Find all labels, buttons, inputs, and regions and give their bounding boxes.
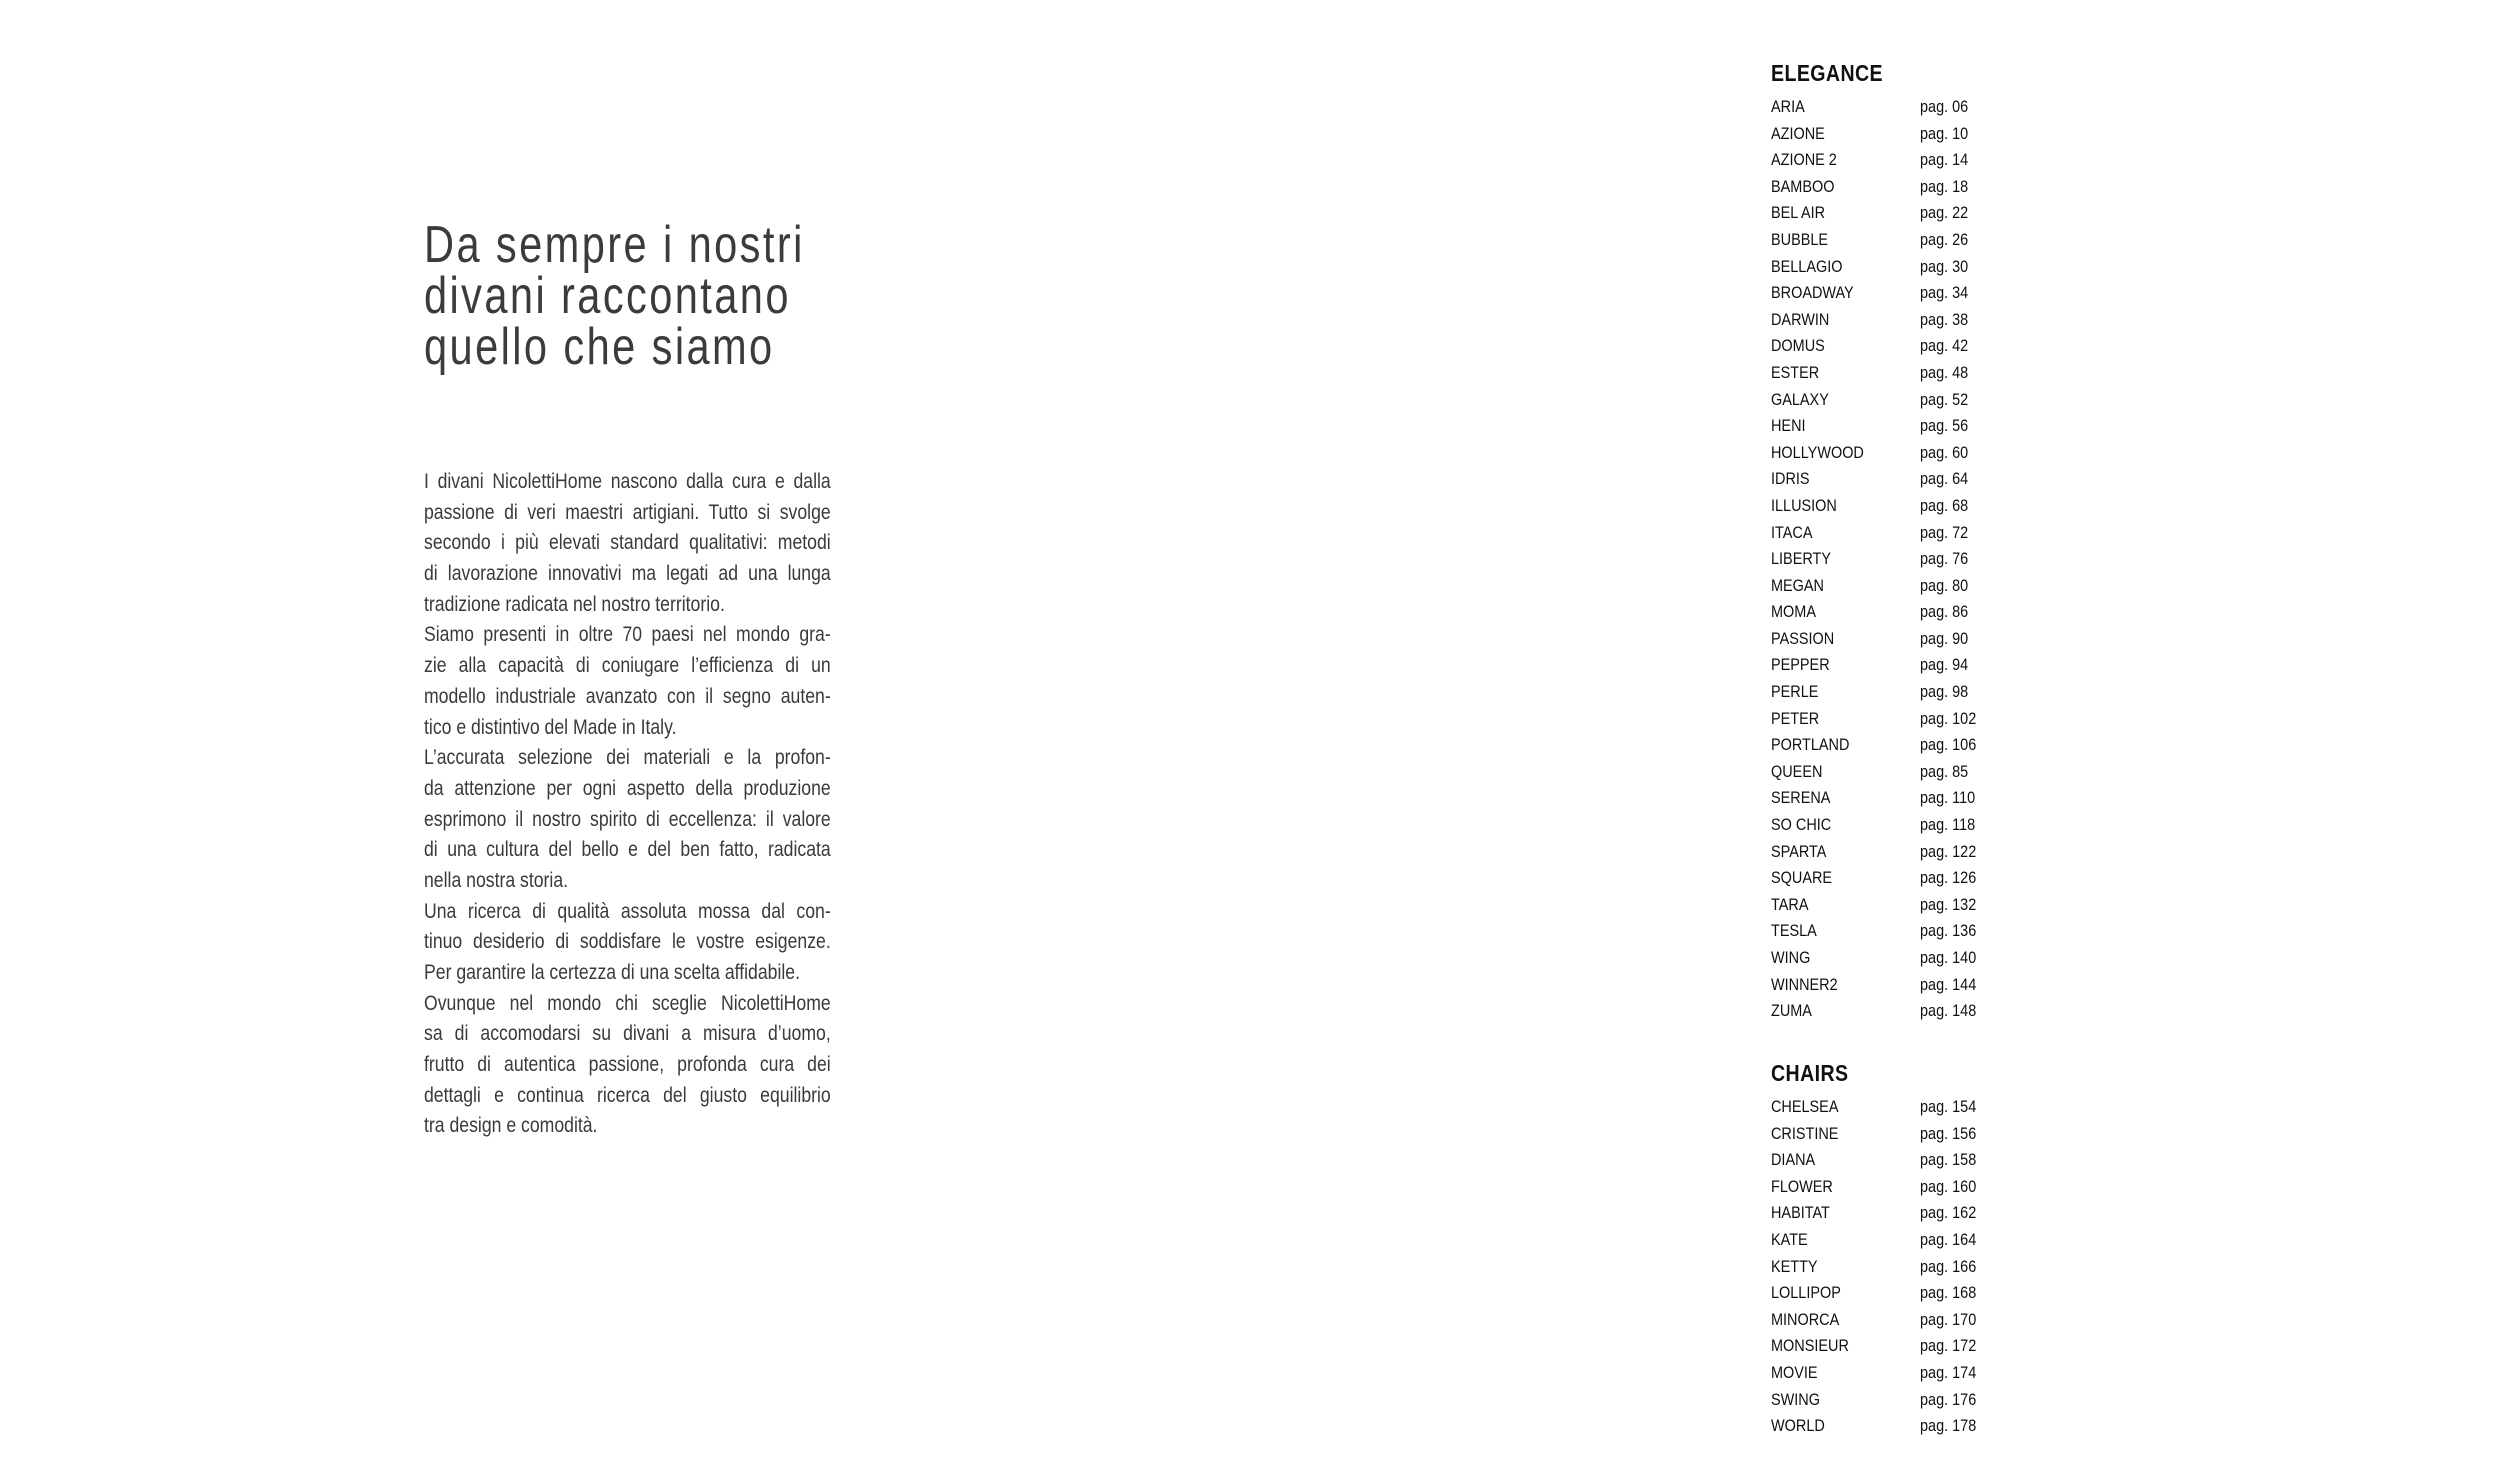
- index-entry: [1771, 333, 1969, 360]
- text-line: frutto di autentica passione, profonda cura dei: [424, 1052, 831, 1077]
- text-line: Ovunque nel mondo chi sceglie NicolettiHome: [424, 990, 831, 1015]
- index-entry: [1771, 413, 1969, 440]
- entry-name: MOVIE: [1771, 1362, 1818, 1382]
- index-entry: [1771, 1387, 1977, 1414]
- index-entry: [1771, 307, 1969, 334]
- entry-page: pag. 76: [1920, 549, 1969, 569]
- entry-page: pag. 72: [1920, 522, 1969, 542]
- entry-page: pag. 34: [1920, 283, 1969, 303]
- index-entry: [1771, 440, 1969, 467]
- index-entry: [1771, 1147, 1977, 1174]
- entry-page: pag. 85: [1920, 761, 1969, 781]
- entry-name: ITACA: [1771, 522, 1813, 542]
- text-line: di una cultura del bello e del ben fatto, radicata: [424, 837, 831, 862]
- entry-page: pag. 48: [1920, 362, 1969, 382]
- entry-name: DARWIN: [1771, 309, 1830, 329]
- entry-page: pag. 98: [1920, 682, 1969, 702]
- text-line: nella nostra storia.: [424, 867, 569, 892]
- index-entry: [1771, 1307, 1977, 1334]
- entry-name: HOLLYWOOD: [1771, 442, 1864, 462]
- index-entry: [1771, 865, 1977, 892]
- entry-name: BELLAGIO: [1771, 256, 1843, 276]
- entry-page: pag. 140: [1920, 948, 1977, 967]
- entry-page: pag. 52: [1920, 389, 1969, 409]
- entry-page: pag. 94: [1920, 655, 1969, 675]
- entry-page: pag. 60: [1920, 442, 1969, 462]
- text-line: L’accurata selezione dei materiali e la profon-: [424, 745, 831, 770]
- entry-name: WING: [1771, 948, 1811, 967]
- page-title: [424, 216, 805, 376]
- entry-name: ILLUSION: [1771, 495, 1837, 515]
- index-entry: [1771, 573, 1969, 600]
- entry-page: pag. 30: [1920, 256, 1969, 276]
- entry-name: HABITAT: [1771, 1203, 1830, 1223]
- index-entry: [1771, 839, 1977, 866]
- entry-name: DIANA: [1771, 1150, 1816, 1170]
- entry-page: pag. 56: [1920, 416, 1969, 436]
- entry-name: KATE: [1771, 1229, 1808, 1249]
- entry-name: WINNER2: [1771, 974, 1838, 994]
- index-entry: [1771, 1200, 1977, 1227]
- index-entry: [1771, 387, 1969, 414]
- entry-name: TESLA: [1771, 921, 1817, 941]
- entry-name: ZUMA: [1771, 1001, 1812, 1021]
- entry-page: pag. 106: [1920, 735, 1977, 755]
- entry-name: BUBBLE: [1771, 229, 1829, 249]
- index-entry: [1771, 918, 1977, 945]
- text-line: dettagli e continua ricerca del giusto equilibrio: [424, 1082, 831, 1107]
- entry-name: AZIONE 2: [1771, 150, 1837, 170]
- index-entry: [1771, 360, 1969, 387]
- entry-name: PORTLAND: [1771, 735, 1850, 755]
- index-entry: [1771, 520, 1969, 547]
- entry-page: pag. 18: [1920, 176, 1969, 196]
- index-entry: [1771, 466, 1969, 493]
- index-entry: [1771, 679, 1969, 706]
- index-section-elegance: [1771, 60, 1977, 1025]
- text-line: tradizione radicata nel nostro territorio.: [424, 591, 725, 616]
- entry-name: IDRIS: [1771, 469, 1810, 489]
- entry-page: pag. 136: [1920, 921, 1977, 941]
- index-section-chairs: [1771, 1060, 1977, 1440]
- intro-text: [424, 466, 831, 1141]
- entry-page: pag. 162: [1920, 1203, 1977, 1223]
- section-heading: ELEGANCE: [1771, 60, 1884, 86]
- text-line: esprimono il nostro spirito di eccellenza: il valore: [424, 806, 831, 831]
- entry-page: pag. 164: [1920, 1229, 1977, 1249]
- title-line: Da sempre i nostri: [424, 216, 805, 274]
- entry-page: pag. 118: [1920, 815, 1976, 835]
- entry-name: SQUARE: [1771, 868, 1833, 888]
- entry-name: FLOWER: [1771, 1176, 1833, 1196]
- index-entry: [1771, 546, 1969, 573]
- entry-page: pag. 06: [1920, 97, 1969, 116]
- entry-page: pag. 68: [1920, 495, 1969, 515]
- index-entry: [1771, 626, 1969, 653]
- entry-name: HENI: [1771, 416, 1806, 436]
- text-line: di lavorazione innovativi ma legati ad una lunga: [424, 561, 831, 586]
- entry-name: ESTER: [1771, 362, 1820, 382]
- entry-name: MONSIEUR: [1771, 1336, 1849, 1356]
- index-entry: [1771, 174, 1969, 201]
- title-line: divani raccontano: [424, 267, 791, 325]
- entry-name: GALAXY: [1771, 389, 1829, 409]
- entry-page: pag. 10: [1920, 123, 1969, 143]
- text-line: tinuo desiderio di soddisfare le vostre esigenze.: [424, 929, 831, 954]
- entry-page: pag. 126: [1920, 868, 1977, 888]
- index-entry: [1771, 998, 1977, 1025]
- entry-name: BEL AIR: [1771, 203, 1826, 223]
- index-entry: [1771, 759, 1969, 786]
- entry-page: pag. 148: [1920, 1001, 1977, 1021]
- entry-name: MINORCA: [1771, 1309, 1840, 1329]
- index-entry: [1771, 892, 1977, 919]
- text-line: Una ricerca di qualità assoluta mossa dal con-: [424, 898, 831, 923]
- index-entry: [1771, 785, 1976, 812]
- entry-page: pag. 168: [1920, 1283, 1977, 1303]
- entry-page: pag. 64: [1920, 469, 1969, 489]
- section-heading: CHAIRS: [1771, 1060, 1849, 1086]
- entry-name: BROADWAY: [1771, 283, 1854, 303]
- entry-name: PERLE: [1771, 682, 1819, 702]
- text-line: tra design e comodità.: [424, 1113, 598, 1138]
- entry-page: pag. 166: [1920, 1256, 1977, 1276]
- entry-page: pag. 154: [1920, 1097, 1977, 1116]
- text-line: Siamo presenti in oltre 70 paesi nel mondo gra-: [424, 622, 831, 647]
- index-entry: [1771, 147, 1969, 174]
- entry-name: KETTY: [1771, 1256, 1818, 1276]
- entry-page: pag. 90: [1920, 628, 1969, 648]
- index-entry: [1771, 1227, 1977, 1254]
- entry-name: QUEEN: [1771, 761, 1823, 781]
- index-entry: [1771, 812, 1976, 839]
- entry-page: pag. 42: [1920, 336, 1969, 356]
- entry-page: pag. 110: [1920, 788, 1976, 808]
- entry-page: pag. 26: [1920, 229, 1969, 249]
- entry-name: MOMA: [1771, 602, 1816, 622]
- entry-name: CRISTINE: [1771, 1123, 1839, 1143]
- entry-page: pag. 14: [1920, 150, 1969, 170]
- text-line: modello industriale avanzato con il segno auten-: [424, 683, 831, 708]
- entry-name: SPARTA: [1771, 841, 1827, 861]
- entry-page: pag. 160: [1920, 1176, 1977, 1196]
- entry-page: pag. 174: [1920, 1362, 1977, 1382]
- entry-page: pag. 86: [1920, 602, 1969, 622]
- index-entry: [1771, 493, 1969, 520]
- entry-page: pag. 80: [1920, 575, 1969, 595]
- text-line: passione di veri maestri artigiani. Tutto si svolge: [424, 499, 831, 524]
- entry-name: PETER: [1771, 708, 1820, 728]
- index-list: [1771, 94, 1977, 1025]
- text-line: da attenzione per ogni aspetto della produzione: [424, 775, 831, 800]
- entry-page: pag. 122: [1920, 841, 1977, 861]
- entry-name: LIBERTY: [1771, 549, 1831, 569]
- index-entry: [1771, 227, 1969, 254]
- index-entry: [1771, 1094, 1977, 1121]
- text-line: zie alla capacità di coniugare l’efficienza di un: [424, 653, 831, 678]
- index-entry: [1771, 94, 1969, 121]
- index-entry: [1771, 1413, 1977, 1440]
- index-entry: [1771, 121, 1969, 148]
- entry-name: CHELSEA: [1771, 1097, 1839, 1116]
- index-entry: [1771, 254, 1969, 281]
- index-entry: [1771, 732, 1977, 759]
- index-entry: [1771, 972, 1977, 999]
- entry-name: PASSION: [1771, 628, 1835, 648]
- title-line: quello che siamo: [424, 318, 775, 376]
- entry-page: pag. 176: [1920, 1389, 1977, 1409]
- index-entry: [1771, 1121, 1977, 1148]
- index-entry: [1771, 280, 1969, 307]
- index-entry: [1771, 945, 1977, 972]
- text-line: secondo i più elevati standard qualitativi: metodi: [424, 530, 831, 555]
- entry-name: SWING: [1771, 1389, 1820, 1409]
- entry-page: pag. 178: [1920, 1416, 1977, 1436]
- entry-page: pag. 170: [1920, 1309, 1977, 1329]
- entry-name: AZIONE: [1771, 123, 1825, 143]
- entry-name: PEPPER: [1771, 655, 1830, 675]
- entry-page: pag. 132: [1920, 894, 1977, 914]
- index-entry: [1771, 599, 1969, 626]
- text-line: sa di accomodarsi su divani a misura d’uomo,: [424, 1021, 831, 1046]
- text-line: I divani NicolettiHome nascono dalla cura e dalla: [424, 469, 831, 493]
- entry-page: pag. 144: [1920, 974, 1977, 994]
- text-line: Per garantire la certezza di una scelta affidabile.: [424, 960, 801, 984]
- index-entry: [1771, 200, 1969, 227]
- text-line: tico e distintivo del Made in Italy.: [424, 714, 677, 739]
- entry-name: TARA: [1771, 894, 1809, 914]
- entry-page: pag. 22: [1920, 203, 1969, 223]
- entry-page: pag. 102: [1920, 708, 1977, 728]
- entry-name: MEGAN: [1771, 575, 1824, 595]
- entry-name: SO CHIC: [1771, 815, 1832, 835]
- entry-page: pag. 172: [1920, 1336, 1977, 1356]
- entry-name: DOMUS: [1771, 336, 1825, 356]
- index-entry: [1771, 1333, 1977, 1360]
- entry-name: BAMBOO: [1771, 176, 1835, 196]
- entry-name: LOLLIPOP: [1771, 1283, 1841, 1303]
- entry-name: ARIA: [1771, 97, 1805, 116]
- index-entry: [1771, 1280, 1977, 1307]
- entry-page: pag. 158: [1920, 1150, 1977, 1170]
- entry-name: SERENA: [1771, 788, 1831, 808]
- index-entry: [1771, 706, 1977, 733]
- index-entry: [1771, 1174, 1977, 1201]
- entry-page: pag. 38: [1920, 309, 1969, 329]
- index-list: [1771, 1094, 1977, 1440]
- entry-name: WORLD: [1771, 1416, 1825, 1436]
- index-entry: [1771, 1360, 1977, 1387]
- entry-page: pag. 156: [1920, 1123, 1977, 1143]
- index-entry: [1771, 652, 1969, 679]
- index-entry: [1771, 1254, 1977, 1281]
